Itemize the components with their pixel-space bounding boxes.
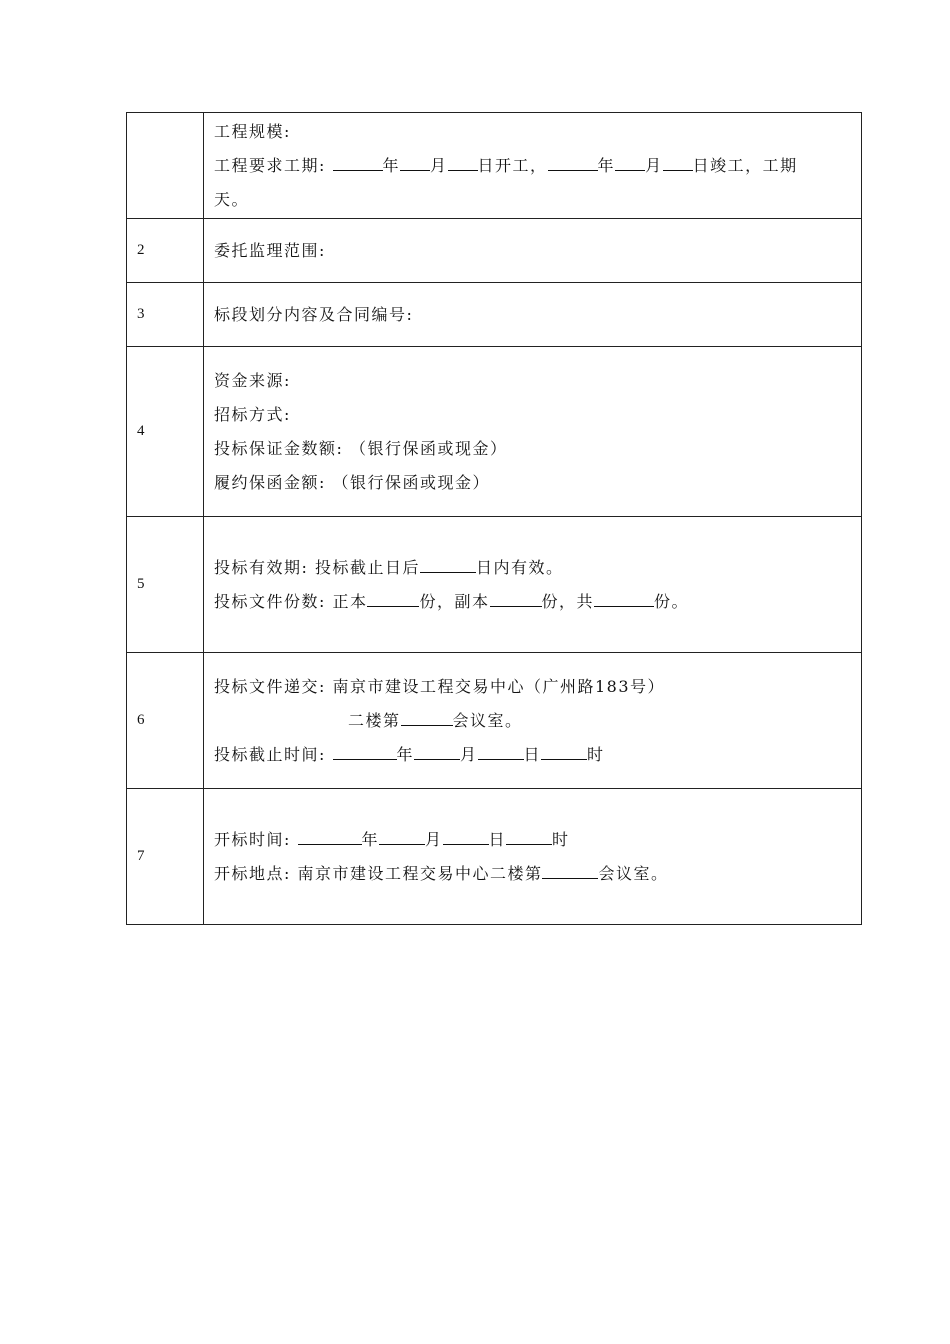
row-content: [204, 347, 862, 517]
row-content: [204, 517, 862, 653]
blank-line: [420, 556, 476, 573]
section-division-label: 标段划分内容及合同编号:: [204, 283, 862, 347]
bid-submission-line: 投标文件递交: 南京市建设工程交易中心（广州路183号）: [214, 676, 666, 696]
row-number: 6: [127, 653, 204, 789]
blank-line: [379, 828, 425, 845]
row-content: [204, 653, 862, 789]
blank-line: [478, 743, 524, 760]
bid-deadline-line: 投标截止时间: 年 月 日 时: [214, 744, 605, 764]
bid-copies-line: 投标文件份数: 正本 份，副本 份，共 份。: [214, 591, 690, 611]
row-content: [204, 113, 862, 219]
row-content: [204, 789, 862, 925]
blank-line: [333, 154, 383, 171]
bid-validity-line: 投标有效期: 投标截止日后 日内有效。: [214, 557, 564, 577]
table-row: [127, 347, 862, 517]
blank-line: [401, 709, 453, 726]
blank-line: [490, 590, 542, 607]
row-number: 2: [127, 219, 204, 283]
blank-line: [367, 590, 419, 607]
opening-place-line: 开标地点: 南京市建设工程交易中心二楼第 会议室。: [214, 863, 669, 883]
table-row: [127, 517, 862, 653]
bid-bond-label: 投标保证金数额: （银行保函或现金）: [214, 438, 508, 458]
fund-source-label: 资金来源:: [214, 370, 291, 390]
row-number: 5: [127, 517, 204, 653]
blank-line: [663, 154, 693, 171]
blank-line: [400, 154, 430, 171]
meeting-room-line: 二楼第 会议室。: [348, 710, 523, 730]
blank-line: [298, 828, 362, 845]
blank-line: [548, 154, 598, 171]
table-row: [127, 283, 862, 347]
performance-bond-label: 履约保函金额: （银行保函或现金）: [214, 472, 490, 492]
blank-line: [414, 743, 460, 760]
table-row: [127, 789, 862, 925]
tender-info-table: [126, 112, 862, 925]
blank-line: [443, 828, 489, 845]
project-scale-label: 工程规模:: [214, 121, 291, 141]
opening-time-line: 开标时间: 年 月 日 时: [214, 829, 570, 849]
blank-line: [541, 743, 587, 760]
bidding-method-label: 招标方式:: [214, 404, 291, 424]
table-row: [127, 653, 862, 789]
blank-line: [594, 590, 654, 607]
row-number: [127, 113, 204, 219]
table-row: [127, 219, 862, 283]
row-number: 7: [127, 789, 204, 925]
blank-line: [542, 862, 598, 879]
blank-line: [506, 828, 552, 845]
row-number: 3: [127, 283, 204, 347]
blank-line: [448, 154, 478, 171]
blank-line: [615, 154, 645, 171]
project-days-label: 天。: [214, 189, 250, 209]
supervision-scope-label: 委托监理范围:: [204, 219, 862, 283]
row-number: 4: [127, 347, 204, 517]
table-row: [127, 113, 862, 219]
blank-line: [333, 743, 397, 760]
project-period-line: 工程要求工期: 年 月 日开工， 年 月 日竣工，工期: [214, 155, 798, 175]
